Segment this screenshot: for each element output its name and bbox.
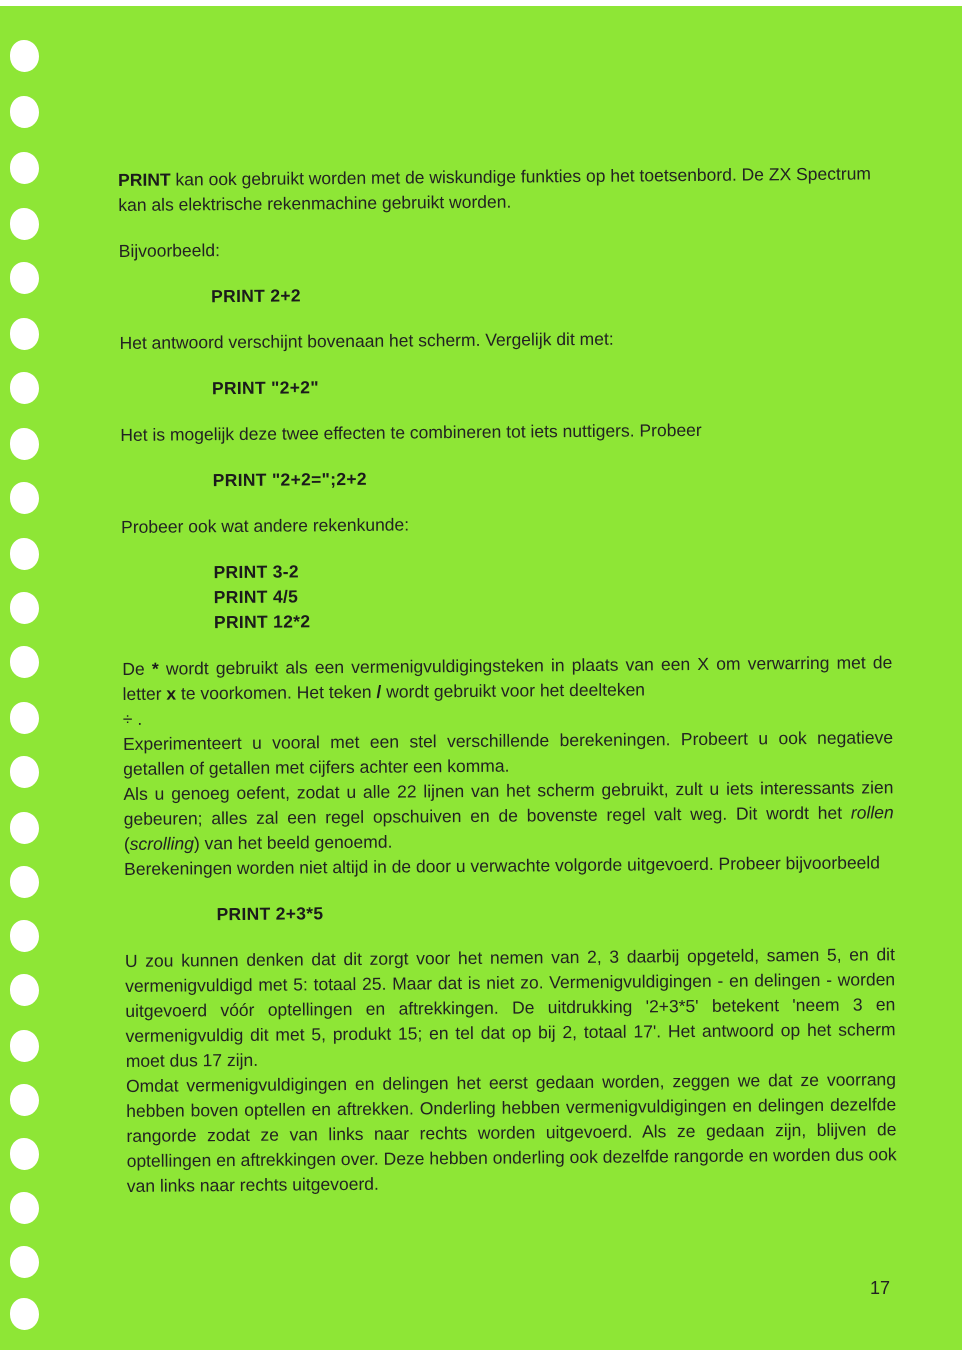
binder-hole [10,702,39,734]
binder-hole [10,96,39,128]
code-block [121,554,892,636]
code-line: PRINT 2+3*5 [216,903,324,925]
binder-hole [10,974,39,1006]
symbols-paragraph [122,650,892,707]
binder-hole [10,1138,39,1170]
binder-hole [10,482,39,514]
answer-paragraph: Het antwoord verschijnt bovenaan het scherm. Vergelijk dit met: [119,328,614,353]
binder-hole [10,428,39,460]
scrolling-paragraph [123,775,894,857]
text-span: wordt gebruikt als een vermenigvuldigingsteken in plaats van een X om verwarring met de letter [122,652,893,704]
print-keyword: PRINT [118,169,171,190]
code-line: PRINT "2+2" [211,377,319,399]
precedence-paragraph [125,942,896,1074]
code-line: PRINT 12*2 [213,611,311,633]
binder-hole [10,152,39,184]
binder-hole [10,646,39,678]
priority-paragraph: Omdat vermenigvuldigingen en delingen het eerst gedaan worden, zeggen we dat ze voorrang hebben boven optellen en aftrekken. Onderling hebben vermenigvuldigingen en delingen dezelfde rangorde zodat ze van links naar rechts worden uitgevoerd. Als ze gedaan zijn, blijven de optellingen en aftrekkingen over. Deze hebben onderling ook dezelfde rangorde en worden dus ook van links naar rechts uitgevoerd. [125,1069,897,1196]
example-label: Bijvoorbeeld: [118,240,220,261]
binder-hole [10,592,39,624]
binder-hole [10,812,39,844]
binder-hole [10,318,39,350]
binder-hole [10,920,39,952]
text-span: Als u genoeg oefent, zodat u alle 22 lijnen van het scherm gebruikt, zult u iets interessants zien gebeuren; alles zal een regel opschuiven en de bovenste regel valt weg. Dit wordt het [123,777,894,829]
code-line: PRINT 2+2 [211,285,301,307]
text-span: te voorkomen. Het teken [176,681,377,704]
binder-hole [10,1192,39,1224]
binder-hole [10,866,39,898]
binder-hole [10,208,39,240]
text-span: ( [123,833,130,854]
binder-hole [10,1246,39,1278]
binder-hole [10,40,39,72]
experiment-paragraph: Experimenteert u vooral met een stel verschillende berekeningen. Probeert u ook negatieve getallen of getallen met cijfers achter een komma. [122,727,894,779]
binder-holes [10,40,44,1330]
intro-text: kan ook gebruikt worden met de wiskundige funkties op het toetsenbord. De ZX Spectrum kan als elektrische rekenmachine gebruikt worden. [118,163,872,215]
binder-hole [10,538,39,570]
text-span: wordt gebruikt voor het deelteken [381,679,646,702]
text-span: ) van het beeld genoemd. [193,831,393,854]
code-line: PRINT "2+2=";2+2 [212,468,367,491]
page-number: 17 [870,1278,891,1298]
voor-emphasis: vóór [220,999,255,1021]
arithmetic-paragraph: Probeer ook wat andere rekenkunde: [121,514,410,537]
intro-paragraph [118,161,888,218]
binder-hole [10,1030,39,1062]
binder-hole [10,1298,39,1330]
star-symbol: * [151,658,159,679]
text-span: De [122,658,153,679]
binder-hole [10,372,39,404]
divide-sign: ÷ . [122,708,143,729]
binder-hole [10,262,39,294]
combine-paragraph: Het is mogelijk deze twee effecten te combineren tot iets nuttigers. Probeer [120,419,702,445]
order-paragraph: Berekeningen worden niet altijd in de door u verwachte volgorde uitgevoerd. Probeer bijvoorbeeld [124,852,881,879]
slash-symbol: / [376,681,382,702]
manual-page [0,6,962,1350]
text-span: U zou kunnen denken dat dit zorgt voor het nemen van 2, 3 daarbij opgeteld, samen 5, en dit vermenigvuldigd met 5: totaal 25. Maar dat is niet zo. Vermenigvuldigingen - en delingen - worden uitgevoerd [124,944,896,1021]
code-line: PRINT 4/5 [213,586,299,608]
scrolling-term: scrolling [129,833,195,854]
code-line: PRINT 3-2 [213,561,299,583]
binder-hole [10,1084,39,1116]
binder-hole [10,756,39,788]
x-letter: x [166,683,177,704]
rollen-term: rollen [850,802,894,823]
text-span: optellingen en aftrekkingen. De uitdrukking '2+3*5' betekent 'neem 3 en vermenigvuldig dit met 5, produkt 15; en tel dat op bij 2, totaal 17'. Het antwoord op het scherm moet dus 17 zijn. [125,994,896,1071]
page-content [118,161,897,1199]
